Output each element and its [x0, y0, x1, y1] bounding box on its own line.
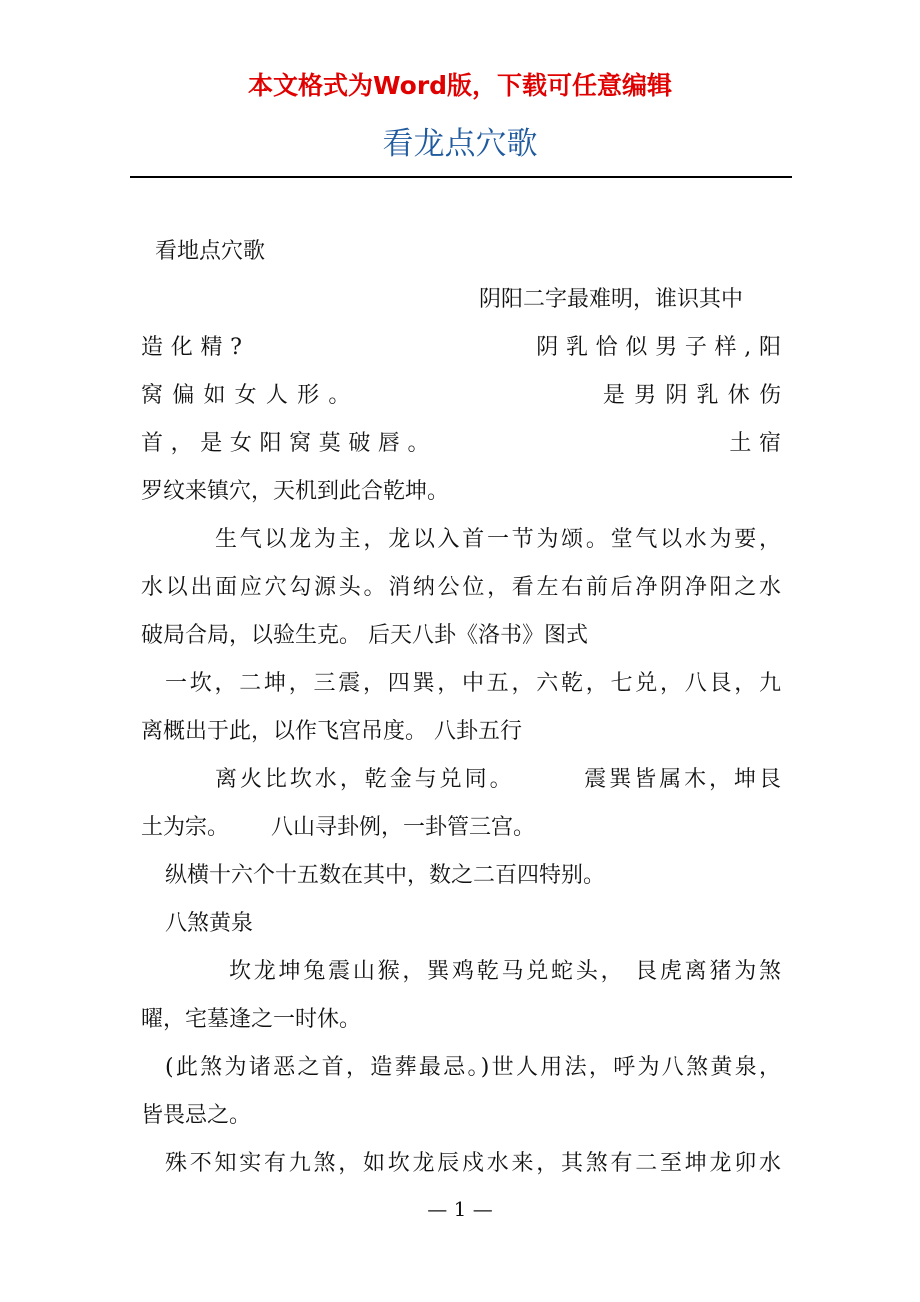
body-line: 窝偏如女人形。 是男阴乳休伤 [141, 383, 781, 408]
document-title: 看龙点穴歌 [382, 126, 538, 162]
body-line: 皆畏忌之。 [141, 1103, 252, 1128]
body-line: 一坎，二坤，三震，四巽，中五，六乾，七兑，八艮，九 [165, 671, 781, 696]
body-line: 曜，宅墓逢之一时休。 [141, 1007, 362, 1032]
body-line: 殊不知实有九煞，如坎龙辰戍水来，其煞有二至坤龙卯水 [165, 1151, 781, 1176]
body-line: 看地点穴歌 [141, 239, 265, 264]
body-line: 坎龙坤兔震山猴，巽鸡乾马兑蛇头， 艮虎离猪为煞 [229, 959, 781, 984]
body-line: 首，是女阳窝莫破唇。 土宿 [141, 431, 781, 456]
body-line: 生气以龙为主，龙以入首一节为颂。堂气以水为要， [215, 527, 781, 552]
body-line: 破局合局，以验生克。 后天八卦《洛书》图式 [141, 623, 588, 648]
body-line: 纵横十六个十五数在其中，数之二百四特别。 [165, 863, 606, 888]
body-text [141, 228, 781, 1188]
body-line: 水以出面应穴勾源头。消纳公位，看左右前后净阴净阳之水 [141, 575, 781, 600]
body-line: 阴阳二字最难明，谁识其中 [479, 287, 744, 312]
body-line: 离概出于此，以作飞宫吊度。 八卦五行 [141, 719, 522, 744]
page-number: — 1 — [427, 1197, 493, 1221]
body-line: 罗纹来镇穴，天机到此合乾坤。 [141, 479, 450, 504]
body-line: 土为宗。 八山寻卦例，一卦管三宫。 [141, 815, 535, 840]
body-line: 离火比坎水，乾金与兑同。 震巽皆属木，坤艮 [215, 767, 781, 792]
title-divider [130, 176, 792, 178]
format-banner: 本文格式为Word版，下载可任意编辑 [247, 71, 673, 100]
body-line: (此煞为诸恶之首，造葬最忌。)世人用法，呼为八煞黄泉， [165, 1055, 781, 1080]
body-line: 造化精? 阴乳恰似男子样,阳 [141, 335, 781, 360]
body-line: 八煞黄泉 [165, 911, 254, 936]
